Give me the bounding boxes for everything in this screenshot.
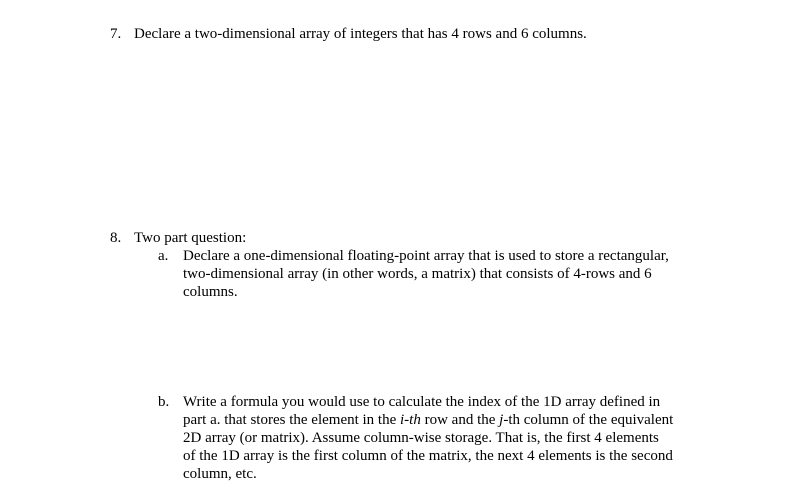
question-8a	[158, 247, 718, 301]
question-8b-letter: b.	[158, 394, 170, 410]
question-8b-line-3: 2D array (or matrix). Assume column-wise storage. That is, the first 4 elements	[183, 430, 659, 446]
question-7	[110, 25, 587, 43]
question-8b-j: j	[499, 412, 504, 428]
question-8b-line-2-mid: row and the	[420, 412, 500, 428]
question-8b-i-th: i-th	[400, 412, 421, 428]
question-8a-line-3: columns.	[183, 284, 238, 300]
question-7-text: Declare a two-dimensional array of integers that has 4 rows and 6 columns.	[134, 26, 587, 42]
question-8a-line-2: two-dimensional array (in other words, a matrix) that consists of 4-rows and 6	[183, 266, 652, 282]
question-8b	[158, 393, 718, 483]
question-8a-line-1: Declare a one-dimensional floating-point array that is used to store a rectangular,	[183, 248, 669, 264]
question-8b-line-1: Write a formula you would use to calculate the index of the 1D array defined in	[183, 394, 661, 410]
question-8b-line-5: column, etc.	[183, 466, 257, 482]
question-8a-body	[183, 247, 713, 301]
question-8-text: Two part question:	[134, 230, 247, 246]
question-8b-body	[183, 393, 713, 483]
question-8b-line-2-post: -th column of the equivalent	[503, 412, 674, 428]
question-8	[110, 229, 246, 247]
question-8b-line-2	[183, 411, 713, 429]
question-8-number: 8.	[110, 230, 122, 246]
question-8b-line-2-pre: part a. that stores the element in the	[183, 412, 401, 428]
question-8b-line-4: of the 1D array is the first column of the matrix, the next 4 elements is the second	[183, 448, 673, 464]
question-8a-letter: a.	[158, 248, 169, 264]
question-7-number: 7.	[110, 26, 122, 42]
